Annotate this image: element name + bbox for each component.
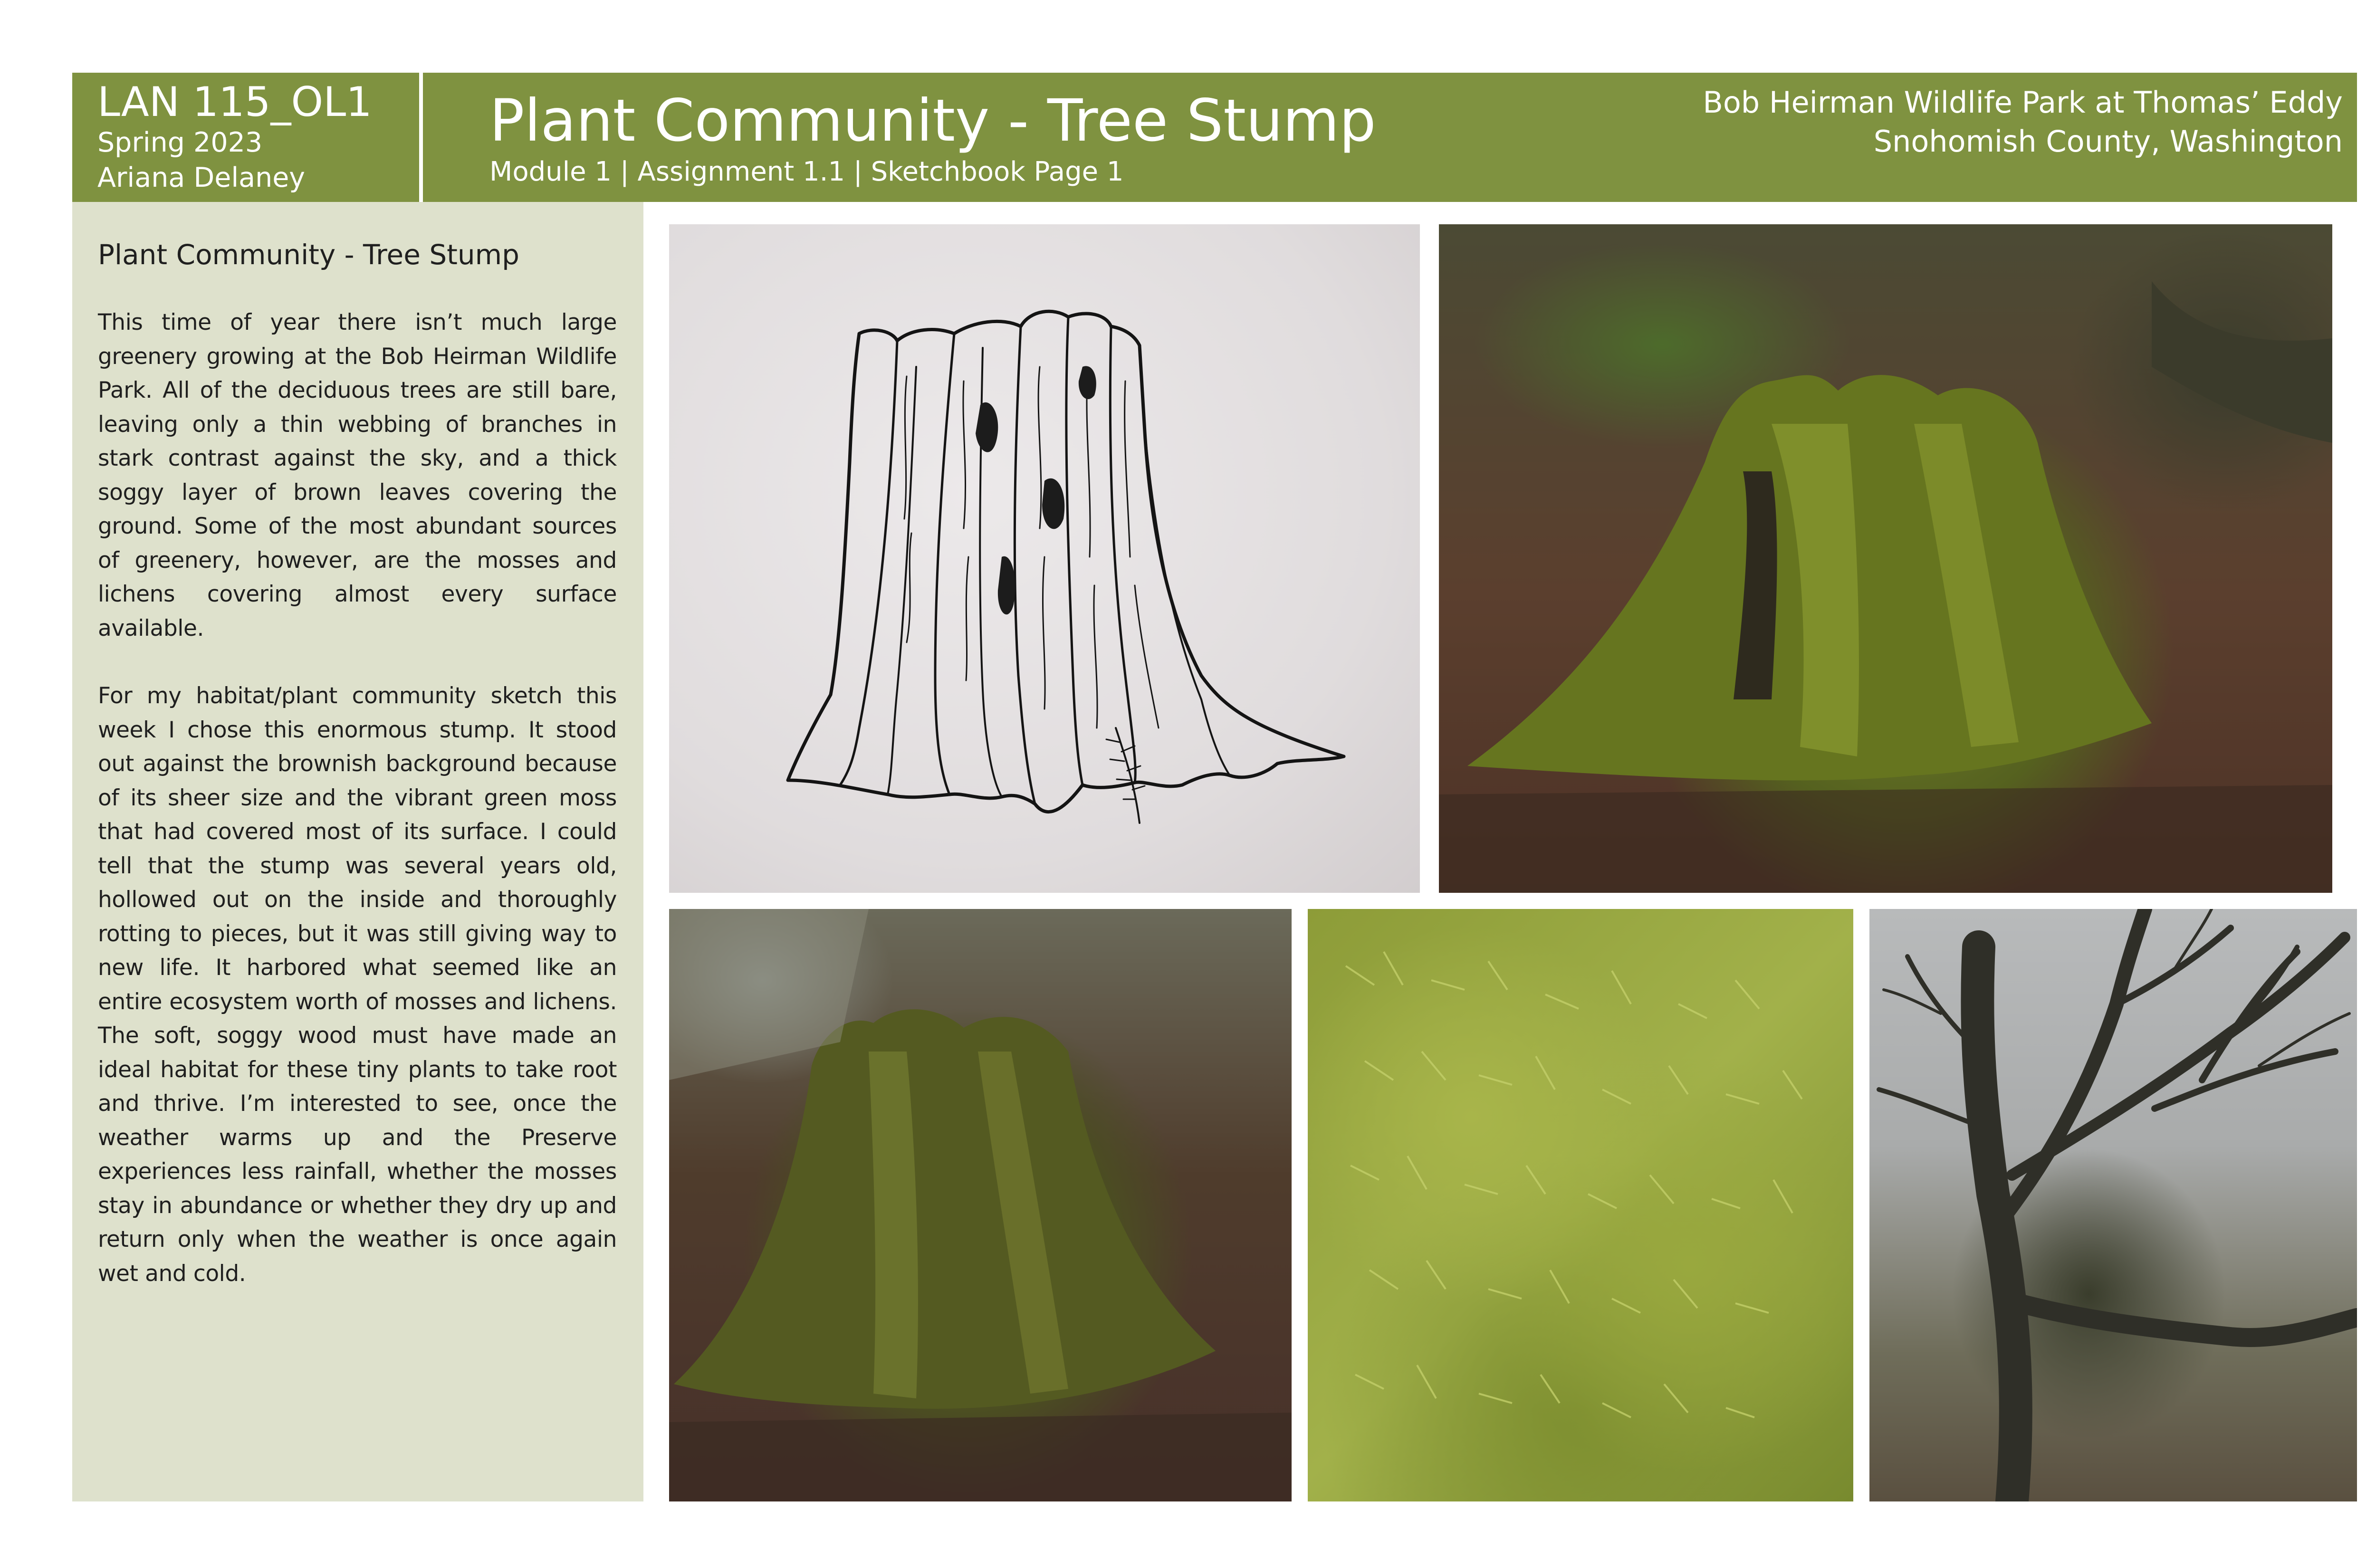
course-term: Spring 2023 (97, 127, 263, 158)
page-title: Plant Community - Tree Stump (489, 87, 1376, 154)
header-band (72, 73, 2357, 202)
course-code: LAN 115_OL1 (97, 78, 372, 126)
location-county: Snohomish County, Washington (1873, 124, 2343, 159)
title-block (489, 85, 1376, 188)
mossy-stump-photo (1439, 224, 2332, 893)
location-park: Bob Heirman Wildlife Park at Thomas’ Eddy (1703, 85, 2343, 120)
moss-closeup-photo (1308, 909, 1853, 1501)
paragraph-intro: This time of year there isn’t much large greenery growing at the Bob Heirman Wildlife Park. All of the deciduous trees are still bare, leaving only a thin webbing of branches in stark contrast against the sky, and a thick soggy layer of brown leaves covering the ground. Some of the most abundant sources of greenery, however, are the mosses and lichens covering almost every surface available. (98, 309, 617, 641)
location-info (1703, 83, 2343, 161)
panel-heading: Plant Community - Tree Stump (98, 239, 519, 271)
stump-sketch-image (669, 224, 1420, 893)
description-panel (72, 202, 643, 1501)
author-name: Ariana Delaney (97, 162, 306, 193)
header-divider (419, 73, 423, 202)
stump-closeup-photo (669, 909, 1292, 1501)
course-info (97, 79, 372, 195)
page-subtitle: Module 1 | Assignment 1.1 | Sketchbook Page 1 (489, 156, 1124, 187)
bare-tree-photo (1869, 909, 2357, 1501)
paragraph-sketch: For my habitat/plant community sketch this week I chose this enormous stump. It stood out against the brownish background because of its sheer size and the vibrant green moss that had covered most of its surface. I could tell that the stump was several years old, hollowed out on the inside and thoroughly rotting to pieces, but it was still giving way to new life. It harbored what seemed like an entire ecosystem worth of mosses and lichens. The soft, soggy wood must have made an ideal habitat for these tiny plants to take root and thrive. I’m interested to see, once the weather warms up and the Preserve experiences less rainfall, whether the mosses stay in abundance or whether they dry up and return only when the weather is once again wet and cold. (98, 683, 617, 1287)
